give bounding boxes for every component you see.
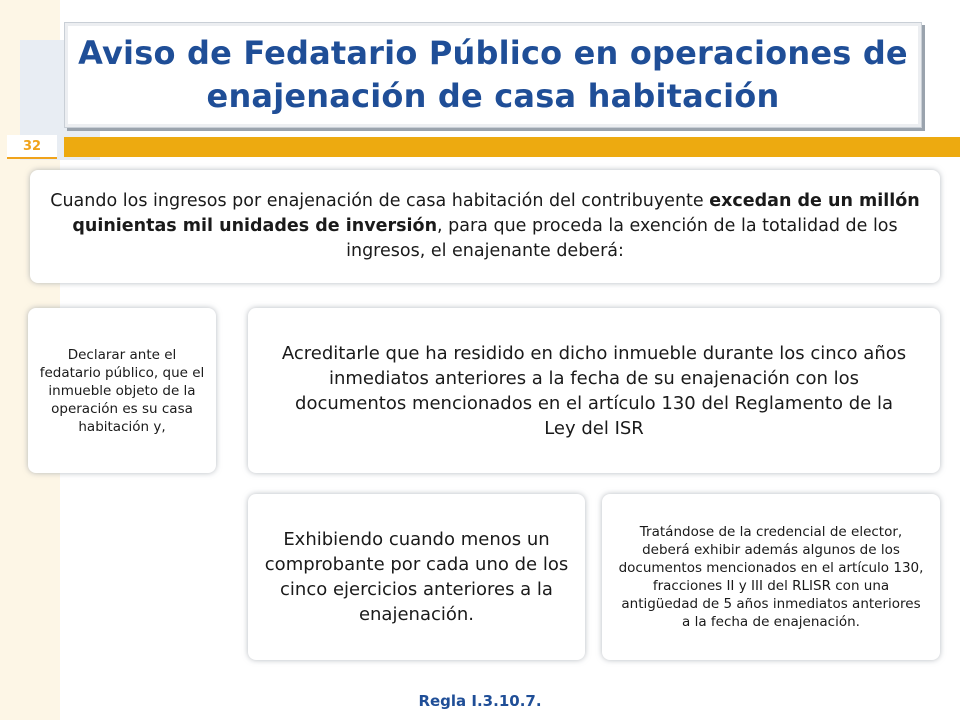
credencial-card (602, 494, 940, 660)
intro-text-part2: , para que proceda la exención de la totalidad de los ingresos, el enajenante deberá: (346, 216, 898, 261)
slide-number: 32 (7, 135, 57, 159)
slide-title: Aviso de Fedatario Público en operaciones de enajenación de casa habitación (78, 34, 908, 115)
exhibiendo-text: Exhibiendo cuando menos un comprobante por cada uno de los cinco ejercicios anteriores a la enajenación. (264, 529, 569, 625)
intro-card (30, 170, 940, 283)
title-box (64, 22, 922, 128)
accent-bar (64, 137, 960, 157)
acreditar-text: Acreditarle que ha residido en dicho inmueble durante los cinco años inmediatos anteriores a la fecha de su enajenación con los documentos mencionados en el artículo 130 del Reglamento de la Ley del ISR (281, 342, 907, 439)
acreditar-card (248, 308, 940, 473)
intro-text (42, 189, 928, 264)
rule-reference: Regla I.3.10.7. (418, 692, 542, 710)
credencial-text: Tratándose de la credencial de elector, deberá exhibir además algunos de los documentos mencionados en el artículo 130, fracciones II y III del RLISR con una antigüedad de 5 años inmediatos anteriores a la fecha de enajenación. (618, 524, 924, 630)
intro-text-part1: Cuando los ingresos por enajenación de casa habitación del contribuyente (50, 191, 710, 211)
declarar-card (28, 308, 216, 473)
declarar-text: Declarar ante el fedatario público, que el inmueble objeto de la operación es su casa habitación y, (39, 346, 205, 435)
intro-text-bold: excedan de un millón quinientas mil unidades de inversión (72, 191, 920, 236)
exhibiendo-card (248, 494, 585, 660)
